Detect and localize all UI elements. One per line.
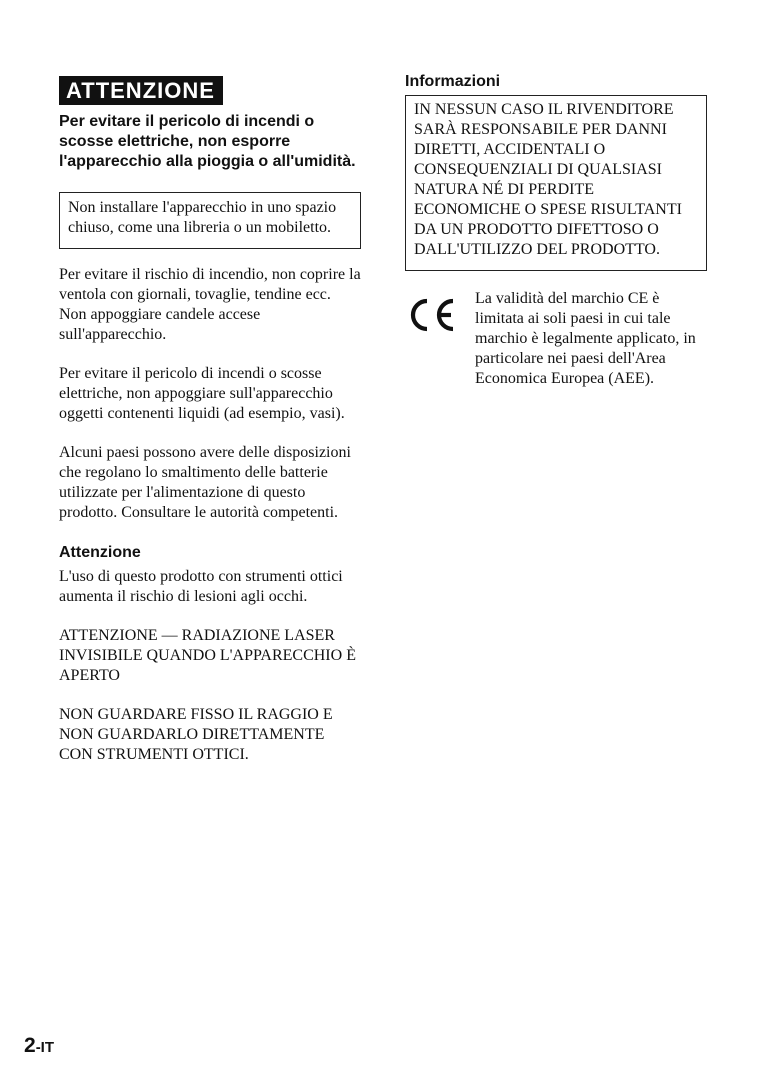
caution-heading: Attenzione [59,544,141,561]
ce-mark-section [405,289,707,419]
information-heading: Informazioni [405,73,501,90]
fire-risk-paragraph: Per evitare il rischio di incendio, non coprire la ventola con giornali, tovaglie, tendine ecc. Non appoggiare candele accese sull'apparecchio. [59,266,361,343]
warning-lead-text: Per evitare il pericolo di incendi o scosse elettriche, non esporre l'apparecchio alla pioggia o all'umidità. [59,113,356,170]
page-number [24,1034,54,1058]
laser-radiation-paragraph: ATTENZIONE — RADIAZIONE LASER INVISIBILE QUANDO L'APPARECCHIO È APERTO [59,627,356,684]
page-number-digit: 2 [24,1034,36,1057]
right-column [405,72,707,419]
ce-mark-icon [409,297,457,333]
ce-mark-text: La validità del marchio CE è limitata ai soli paesi in cui tale marchio è legalmente applicato, in particolare nei paesi dell'Area Economica Europea (AEE). [475,290,696,387]
battery-disposal-paragraph: Alcuni paesi possono avere delle disposizioni che regolano lo smaltimento delle batterie utilizzate per l'alimentazione di questo prodotto. Consultare le autorità competenti. [59,444,351,521]
installation-notice-box: Non installare l'apparecchio in uno spazio chiuso, come una libreria o un mobiletto. [59,192,361,249]
optical-risk-paragraph: L'uso di questo prodotto con strumenti ottici aumenta il rischio di lesioni agli occhi. [59,568,343,605]
liquid-warning-paragraph: Per evitare il pericolo di incendi o scosse elettriche, non appoggiare sull'apparecchio oggetti contenenti liquidi (ad esempio, vasi). [59,365,345,422]
left-column [59,76,361,765]
laser-beam-paragraph: NON GUARDARE FISSO IL RAGGIO E NON GUARDARLO DIRETTAMENTE CON STRUMENTI OTTICI. [59,706,333,763]
liability-disclaimer-box: IN NESSUN CASO IL RIVENDITORE SARÀ RESPONSABILE PER DANNI DIRETTI, ACCIDENTALI O CONSEQUENZIALI DI QUALSIASI NATURA NÉ DI PERDITE ECONOMICHE O SPESE RISULTANTI DA UN PRODOTTO DIFETTOSO O DALL'UTILIZZO DEL PRODOTTO. [405,95,707,271]
page-number-suffix: -IT [35,1039,55,1056]
warning-banner: ATTENZIONE [59,76,223,105]
